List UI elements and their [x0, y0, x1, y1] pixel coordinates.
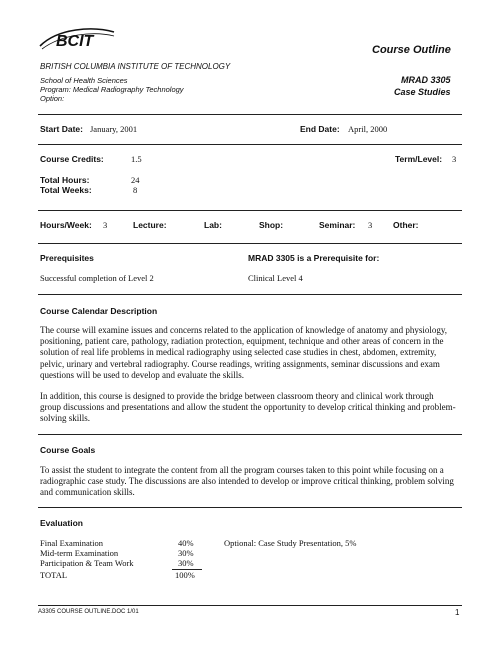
- credits-label: Course Credits:: [40, 154, 104, 164]
- evaluation-value-participation: 30%: [178, 558, 194, 568]
- term-value: 3: [452, 154, 457, 164]
- total-weeks-label: Total Weeks:: [40, 185, 92, 195]
- description-paragraph-1: [40, 325, 460, 381]
- text-line: To assist the student to integrate the content from all the program courses taken to this point while focusing on a: [40, 465, 444, 475]
- evaluation-value-total: 100%: [175, 570, 195, 580]
- end-date-label: End Date:: [300, 124, 340, 134]
- evaluation-optional: Optional: Case Study Presentation, 5%: [224, 538, 357, 548]
- is-prerequisite-value: Clinical Level 4: [248, 273, 303, 283]
- goals-paragraph: [40, 465, 460, 499]
- total-hours-label: Total Hours:: [40, 175, 90, 185]
- text-line: group discussions and presentations and allow the student the opportunity to develop critical thinking and problem-: [40, 402, 456, 413]
- text-line: positioning, patient care, pathology, radiation protection, equipment, technique and other areas of concern in the: [40, 336, 444, 347]
- end-date-value: April, 2000: [348, 124, 388, 134]
- program-name: Program: Medical Radiography Technology: [40, 85, 184, 94]
- divider: [38, 114, 462, 115]
- footer-filename: A3305 COURSE OUTLINE.DOC 1/01: [38, 609, 139, 615]
- evaluation-label-midterm: Mid-term Examination: [40, 548, 119, 558]
- divider: [38, 507, 462, 508]
- page-number: 1: [455, 608, 460, 617]
- term-label: Term/Level:: [395, 154, 443, 164]
- institute-name: BRITISH COLUMBIA INSTITUTE OF TECHNOLOGY: [40, 62, 231, 71]
- text-line: The course will examine issues and concerns related to the application of knowledge of anatomy and physiology,: [40, 325, 448, 335]
- evaluation-label-final: Final Examination: [40, 538, 104, 548]
- evaluation-heading: Evaluation: [40, 518, 83, 528]
- evaluation-label-participation: Participation & Team Work: [40, 558, 134, 568]
- shop-label: Shop:: [259, 220, 284, 230]
- description-paragraph-2: [40, 391, 460, 425]
- text-line: solution of real life problems in medical radiography using selected case studies in chest, abdomen, extremity,: [40, 347, 437, 358]
- divider: [38, 434, 462, 435]
- credits-value: 1.5: [131, 154, 142, 164]
- text-line: and communication skills.: [40, 487, 135, 498]
- text-line: pelvic, urinary and vertebral radiography. Course readings, writing assignments, seminar discussions and exam: [40, 358, 440, 369]
- seminar-label: Seminar:: [319, 220, 356, 230]
- divider: [38, 144, 462, 145]
- prerequisites-value: Successful completion of Level 2: [40, 273, 154, 283]
- course-title: Case Studies: [394, 87, 451, 97]
- description-heading: Course Calendar Description: [40, 306, 158, 316]
- footer-divider: [38, 605, 462, 606]
- text-line: In addition, this course is designed to provide the bridge between classroom theory and clinical work through: [40, 391, 434, 401]
- text-line: radiographic case study. The discussions are also intended to develop or improve critical thinking, problem solving: [40, 476, 454, 487]
- total-weeks-value: 8: [133, 185, 138, 195]
- lecture-label: Lecture:: [133, 220, 167, 230]
- start-date-label: Start Date:: [40, 124, 83, 134]
- school-name: School of Health Sciences: [40, 76, 128, 85]
- divider: [38, 294, 462, 295]
- prerequisites-heading: Prerequisites: [40, 253, 94, 263]
- evaluation-label-total: TOTAL: [40, 570, 68, 580]
- course-code: MRAD 3305: [401, 75, 451, 85]
- goals-heading: Course Goals: [40, 445, 96, 455]
- evaluation-value-final: 40%: [178, 538, 194, 548]
- divider: [38, 210, 462, 211]
- text-line: solving skills.: [40, 413, 91, 424]
- other-label: Other:: [393, 220, 419, 230]
- start-date-value: January, 2001: [90, 124, 138, 134]
- evaluation-value-midterm: 30%: [178, 548, 194, 558]
- total-hours-value: 24: [131, 175, 140, 185]
- seminar-value: 3: [368, 220, 373, 230]
- hours-week-value: 3: [103, 220, 108, 230]
- bcit-logo: [38, 26, 116, 52]
- divider: [38, 243, 462, 244]
- bcit-logo-text: BCIT: [56, 33, 94, 50]
- lab-label: Lab:: [204, 220, 222, 230]
- doc-type-title: Course Outline: [372, 44, 451, 56]
- text-line: questions will be used to develop and evaluate the skills.: [40, 369, 244, 380]
- option-label: Option:: [40, 94, 65, 103]
- is-prerequisite-heading: MRAD 3305 is a Prerequisite for:: [248, 253, 380, 263]
- hours-week-label: Hours/Week:: [40, 220, 92, 230]
